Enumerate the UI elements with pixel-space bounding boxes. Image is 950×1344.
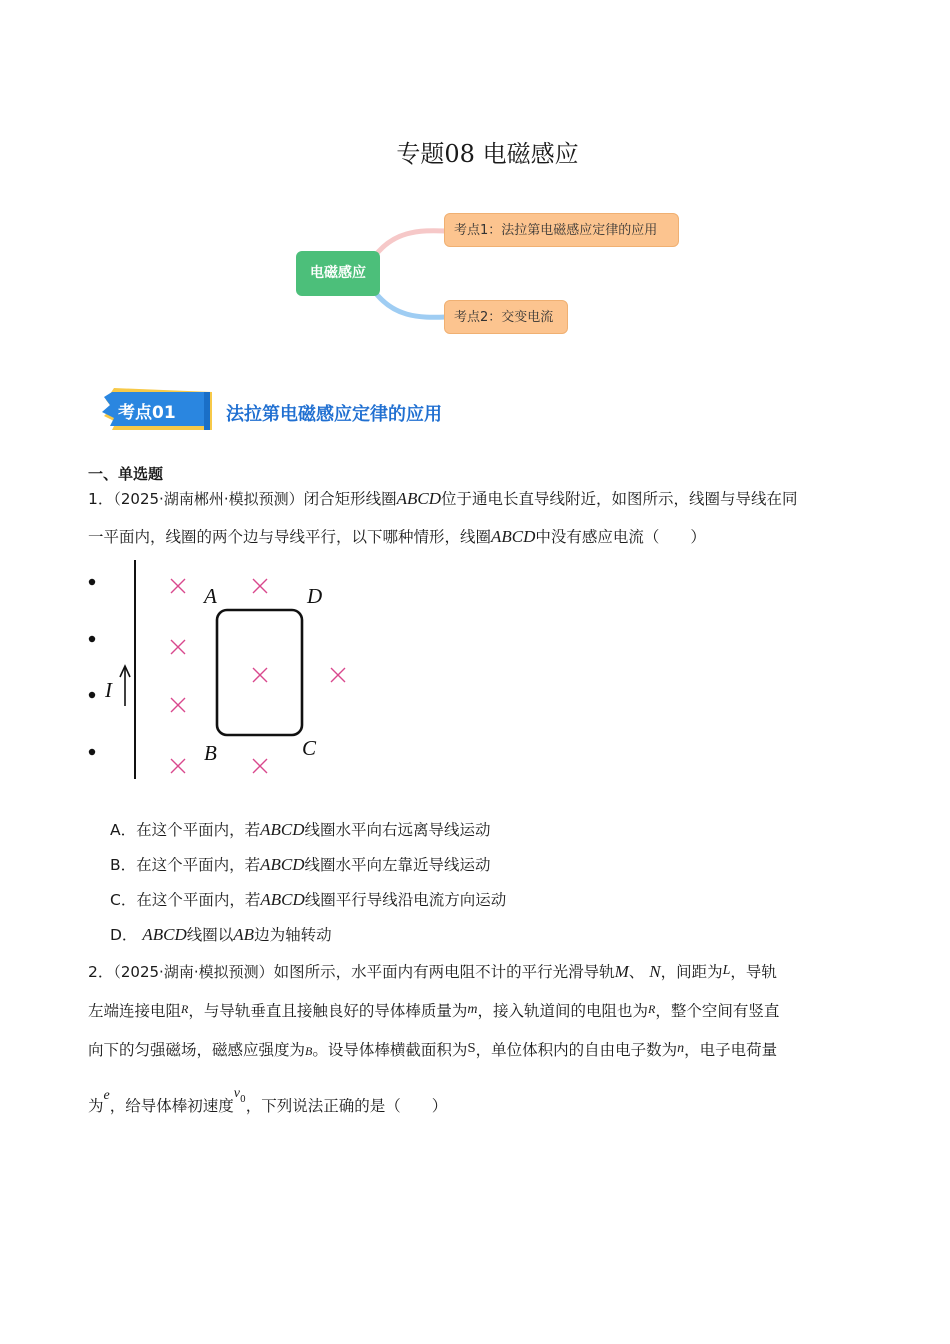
option-text: 在这个平面内，若 [136, 821, 261, 839]
symbol-l: L [722, 963, 731, 978]
option-c[interactable] [110, 888, 506, 910]
question-source: （2025·湖南郴州·模拟预测） [113, 490, 304, 508]
mindmap-center: 电磁感应 [296, 251, 380, 296]
question-1-line-1 [88, 480, 863, 518]
question-1-line-2 [88, 518, 863, 556]
symbol-v: v [233, 1086, 240, 1101]
question-text: ，整个空间有竖直 [655, 1002, 780, 1020]
symbol-subscript-0: 0 [239, 1095, 246, 1105]
symbol-abcd: ABCD [396, 489, 441, 508]
option-text: 线圈水平向左靠近导线运动 [304, 856, 491, 874]
symbol-abcd: ABCD [260, 855, 305, 874]
symbol-n: n [677, 1041, 685, 1056]
question-2 [88, 952, 863, 1128]
bullet-dots [89, 579, 95, 755]
option-b[interactable] [110, 853, 491, 875]
option-d[interactable] [110, 923, 332, 945]
question-text: ，下列说法正确的是（ ） [245, 1097, 448, 1115]
option-text: 在这个平面内，若 [136, 891, 261, 909]
option-text: 线圈平行导线沿电流方向运动 [304, 891, 507, 909]
question-text: 一平面内，线圈的两个边与导线平行，以下哪种情形，线圈 [88, 528, 492, 546]
question-text: 向下的匀强磁场，磁感应强度为 [88, 1041, 306, 1059]
label-d: D [307, 584, 323, 608]
option-text: 边为轴转动 [254, 926, 332, 944]
question-2-line-2 [88, 991, 863, 1030]
symbol-abcd: ABCD [491, 527, 536, 546]
label-i: I [105, 678, 112, 702]
question-text: 为 [88, 1097, 104, 1115]
section-title: 法拉第电磁感应定律的应用 [226, 404, 442, 425]
question-text: ，导轨 [730, 963, 777, 981]
question-text: 如图所示，水平面内有两电阻不计的平行光滑导轨 [273, 963, 615, 981]
symbol-r: R [181, 1002, 189, 1016]
question-2-line-3 [88, 1030, 863, 1070]
symbol-e: e [103, 1088, 110, 1103]
question-text: ，电子电荷量 [684, 1041, 778, 1059]
question-text: ，与导轨垂直且接触良好的导体棒质量为 [188, 1002, 468, 1020]
symbol-m-rail: M [614, 962, 629, 981]
question-text: 中没有感应电流（ ） [535, 528, 706, 546]
mindmap-node-1: 考点1：法拉第电磁感应定律的应用 [444, 213, 679, 247]
coil-abcd [217, 610, 302, 735]
label-a: A [204, 584, 217, 608]
label-b: B [204, 741, 217, 765]
question-1 [88, 480, 863, 556]
question-text: ，给导体棒初速度 [109, 1097, 234, 1115]
question-text: 左端连接电阻 [88, 1002, 182, 1020]
question-text: 、 [628, 963, 645, 981]
symbol-r: R [648, 1002, 656, 1016]
symbol-n-rail: N [649, 962, 661, 981]
label-c: C [302, 736, 317, 760]
option-a[interactable] [110, 818, 491, 840]
option-text: 在这个平面内，若 [136, 856, 261, 874]
question-text: 。设导体棒横截面积为 [312, 1041, 468, 1059]
question-2-line-1 [88, 952, 863, 991]
symbol-abcd: ABCD [260, 820, 305, 839]
symbol-abcd: ABCD [142, 925, 187, 944]
question-text: ，接入轨道间的电阻也为 [477, 1002, 649, 1020]
symbol-ab: AB [233, 925, 255, 944]
connector-pink [372, 231, 446, 260]
section-badge: 考点01 [118, 403, 176, 423]
option-text: 线圈以 [186, 926, 234, 944]
question-text: ，单位体积内的自由电子数为 [475, 1041, 678, 1059]
option-label: B． [110, 856, 137, 874]
symbol-abcd: ABCD [260, 890, 305, 909]
question-text: 闭合矩形线圈 [303, 490, 397, 508]
question-number: 1． [88, 490, 114, 508]
symbol-s: S [467, 1041, 476, 1055]
option-label: D． [110, 926, 138, 944]
question-source: （2025·湖南·模拟预测） [113, 963, 274, 981]
page-title: 专题08 电磁感应 [396, 140, 579, 168]
magnetic-field-crosses [171, 579, 345, 773]
connector-blue [372, 288, 446, 317]
question-text: 位于通电长直导线附近，如图所示，线圈与导线在同 [441, 490, 798, 508]
q1-figure [80, 555, 370, 785]
symbol-mass: m [467, 1002, 478, 1017]
option-label: A． [110, 821, 137, 839]
question-number: 2． [88, 963, 114, 981]
option-label: C． [110, 891, 137, 909]
symbol-b: B [305, 1044, 313, 1058]
question-type-heading: 一、单选题 [88, 465, 164, 483]
option-text: 线圈水平向右远离导线运动 [304, 821, 491, 839]
question-2-line-4 [88, 1088, 863, 1128]
question-text: ，间距为 [660, 963, 723, 981]
mindmap-node-2: 考点2：交变电流 [444, 300, 568, 334]
